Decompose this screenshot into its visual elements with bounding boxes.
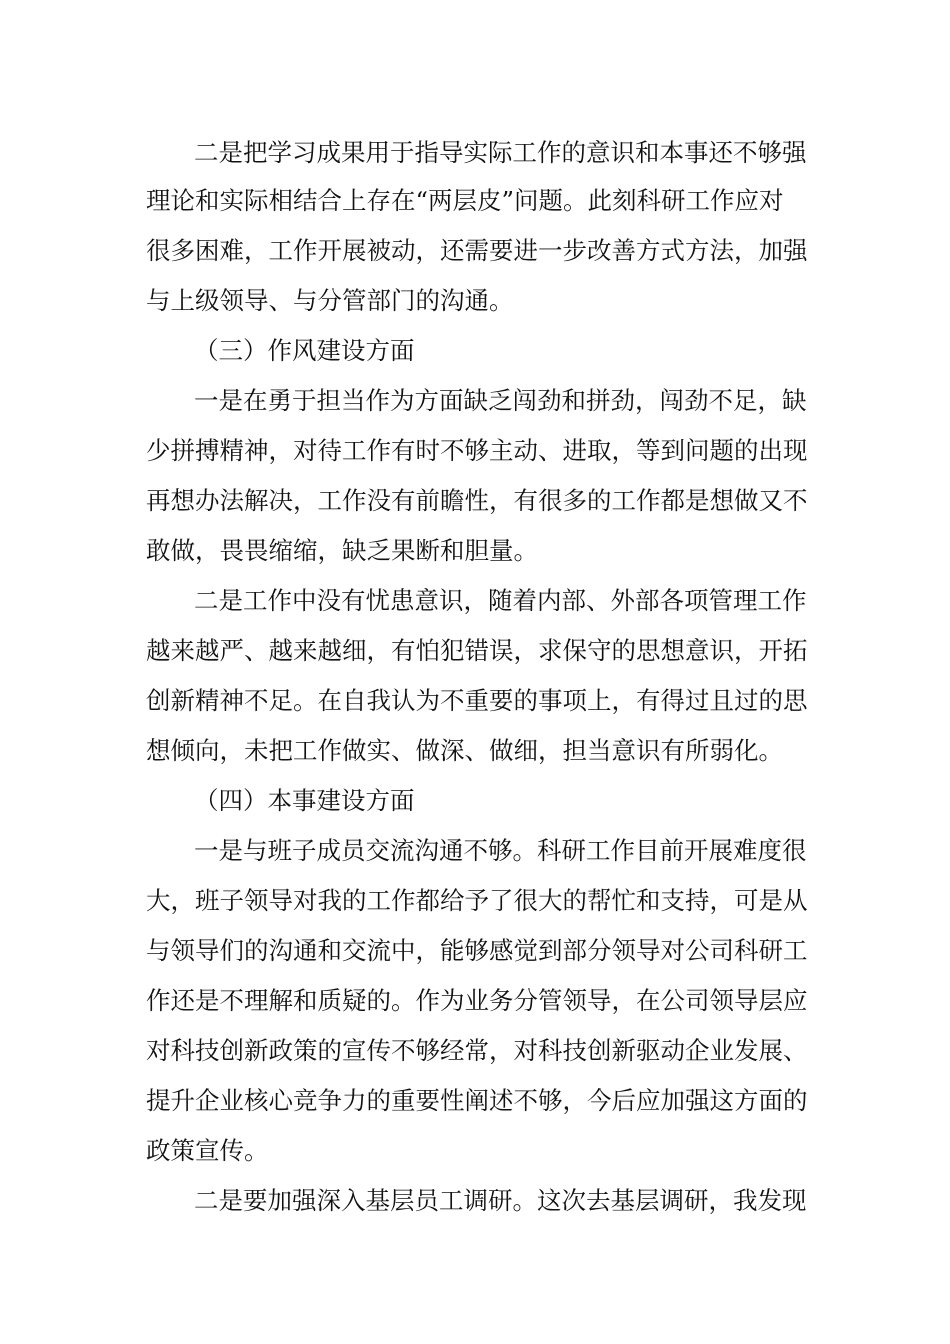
text-line: 理论和实际相结合上存在“两层皮”问题。此刻科研工作应对: [146, 186, 784, 215]
text-line: 作还是不理解和质疑的。作为业务分管领导，在公司领导层应: [146, 986, 808, 1015]
text-line: 很多困难，工作开展被动，还需要进一步改善方式方法，加强: [146, 236, 808, 265]
text-line: 越来越严、越来越细，有怕犯错误，求保守的思想意识，开拓: [146, 636, 808, 665]
text-line: 一是在勇于担当作为方面缺乏闯劲和拼劲，闯劲不足，缺: [194, 386, 807, 415]
text-line: 与领导们的沟通和交流中，能够感觉到部分领导对公司科研工: [146, 936, 808, 965]
text-line: 提升企业核心竞争力的重要性阐述不够，今后应加强这方面的: [146, 1086, 808, 1115]
text-line: 一是与班子成员交流沟通不够。科研工作目前开展难度很: [194, 836, 807, 865]
section-heading: （四）本事建设方面: [194, 786, 415, 815]
text-line: 二是要加强深入基层员工调研。这次去基层调研，我发现: [194, 1186, 807, 1215]
text-line: 大，班子领导对我的工作都给予了很大的帮忙和支持，可是从: [146, 886, 808, 915]
text-line: 二是工作中没有忧患意识，随着内部、外部各项管理工作: [194, 586, 807, 615]
text-line: 敢做，畏畏缩缩，缺乏果断和胆量。: [146, 536, 538, 565]
text-line: 二是把学习成果用于指导实际工作的意识和本事还不够强: [194, 138, 807, 167]
text-line: 创新精神不足。在自我认为不重要的事项上，有得过且过的思: [146, 686, 808, 715]
section-heading: （三）作风建设方面: [194, 336, 415, 365]
text-line: 少拼搏精神，对待工作有时不够主动、进取，等到问题的出现: [146, 436, 808, 465]
text-line: 再想办法解决，工作没有前瞻性，有很多的工作都是想做又不: [146, 486, 808, 515]
text-line: 对科技创新政策的宣传不够经常，对科技创新驱动企业发展、: [146, 1036, 808, 1065]
text-line: 想倾向，未把工作做实、做深、做细，担当意识有所弱化。: [146, 736, 783, 765]
text-line: 与上级领导、与分管部门的沟通。: [146, 286, 514, 315]
text-line: 政策宣传。: [146, 1136, 269, 1165]
